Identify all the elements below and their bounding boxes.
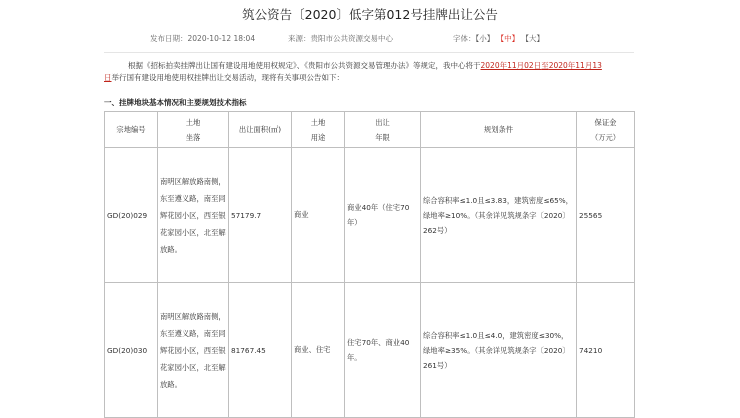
cell-conditions: 综合容积率≤1.0且≤3.83，建筑密度≤65%，绿地率≥10%。（其余详见筑规条字〔2020〕262号） — [421, 148, 577, 283]
header-term: 出让 年限 — [345, 112, 421, 148]
header-location: 土地 坐落 — [158, 112, 229, 148]
cell-area: 81767.45 — [229, 283, 292, 418]
header-area: 出让面积(㎡) — [229, 112, 292, 148]
intro-paragraph — [104, 60, 634, 84]
cell-location: 南明区解放路南侧，东至遵义路，南至同辉花园小区，西至银花家园小区，北至解放路。 — [158, 148, 229, 283]
header-code: 宗地编号 — [105, 112, 158, 148]
date-to-day: 日 — [104, 73, 112, 82]
parcel-table — [104, 111, 635, 418]
cell-term: 住宅70年、商业40年。 — [345, 283, 421, 418]
publish-info — [150, 33, 255, 44]
cell-area: 57179.7 — [229, 148, 292, 283]
cell-conditions: 综合容积率≤1.0且≤4.0，建筑密度≤30%，绿地率≥35%。（其余详见筑规条字〔2020〕261号） — [421, 283, 577, 418]
font-size-label: 字体： — [453, 34, 476, 43]
table-row — [105, 283, 635, 418]
cell-code: GD(20)030 — [105, 283, 158, 418]
cell-use: 商业、住宅 — [292, 283, 345, 418]
cell-deposit: 25565 — [577, 148, 635, 283]
source-info — [288, 33, 393, 44]
cell-code: GD(20)029 — [105, 148, 158, 283]
article-meta — [150, 33, 590, 47]
table-header-row — [105, 112, 635, 148]
header-deposit: 保证金 （万元） — [577, 112, 635, 148]
font-size-small-button[interactable]: 【小】 — [475, 34, 495, 43]
font-size-medium-button[interactable]: 【中】 — [496, 34, 520, 43]
table-row — [105, 148, 635, 283]
cell-use: 商业 — [292, 148, 345, 283]
page-title: 筑公资告〔2020〕低字第012号挂牌出让公告 — [242, 7, 498, 22]
cell-location: 南明区解放路南侧，东至遵义路，南至同辉花园小区，西至银花家园小区，北至解放路。 — [158, 283, 229, 418]
publish-date: 2020-10-12 18:04 — [187, 34, 256, 43]
source-label: 来源： — [288, 34, 311, 43]
intro-text-2: 举行国有建设用地使用权挂牌出让交易活动，现将有关事项公告如下： — [111, 73, 344, 82]
cell-term: 商业40年（住宅70年） — [345, 148, 421, 283]
header-conditions: 规划条件 — [421, 112, 577, 148]
header-use: 土地 用途 — [292, 112, 345, 148]
publish-label: 发布日期： — [150, 34, 188, 43]
date-sep: 至 — [541, 61, 549, 70]
date-to: 2020年11月13 — [548, 61, 602, 70]
source-name: 贵阳市公共资源交易中心 — [310, 34, 393, 43]
intro-text-1: 根据《招标拍卖挂牌出让国有建设用地使用权规定》、《贵阳市公共资源交易管理办法》等规定，我中心将于 — [128, 61, 481, 70]
meta-divider — [104, 52, 634, 53]
section-heading: 一、挂牌地块基本情况和主要规划技术指标 — [104, 98, 247, 107]
cell-deposit: 74210 — [577, 283, 635, 418]
font-size-large-button[interactable]: 【大】 — [521, 34, 545, 43]
font-size-switcher — [453, 33, 544, 44]
date-from: 2020年11月02日 — [480, 61, 542, 70]
